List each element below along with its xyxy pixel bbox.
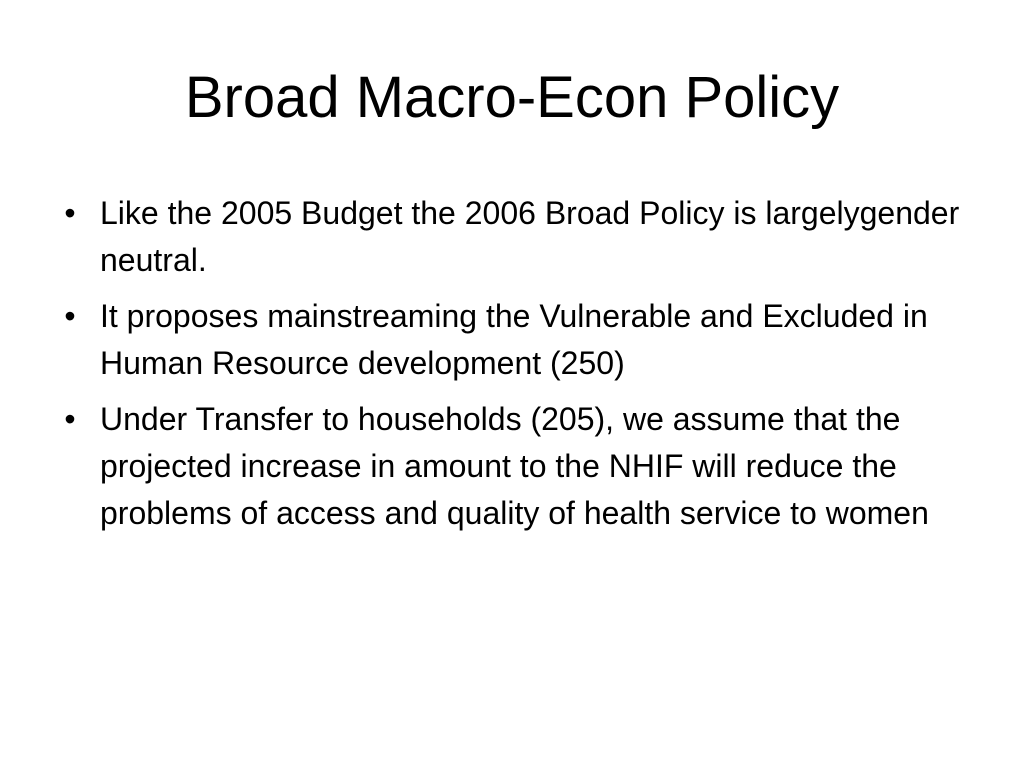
bullet-dot-icon: • [64,401,76,437]
bullet-text: Under Transfer to households (205), we assume that the projected increase in amount to the NHIF will reduce the problems of access and quality of health service to women [100,401,929,531]
slide-title: Broad Macro-Econ Policy [184,65,840,130]
bullet-item [58,190,978,284]
bullet-text: Like the 2005 Budget the 2006 Broad Policy is largelygender neutral. [100,195,960,278]
bullet-dot-icon: • [64,195,76,231]
bullet-item [58,396,978,537]
bullet-text: It proposes mainstreaming the Vulnerable and Excluded in Human Resource development (250) [100,298,928,381]
bullet-item [58,293,978,387]
bullet-list [58,190,978,546]
bullet-dot-icon: • [64,298,76,334]
